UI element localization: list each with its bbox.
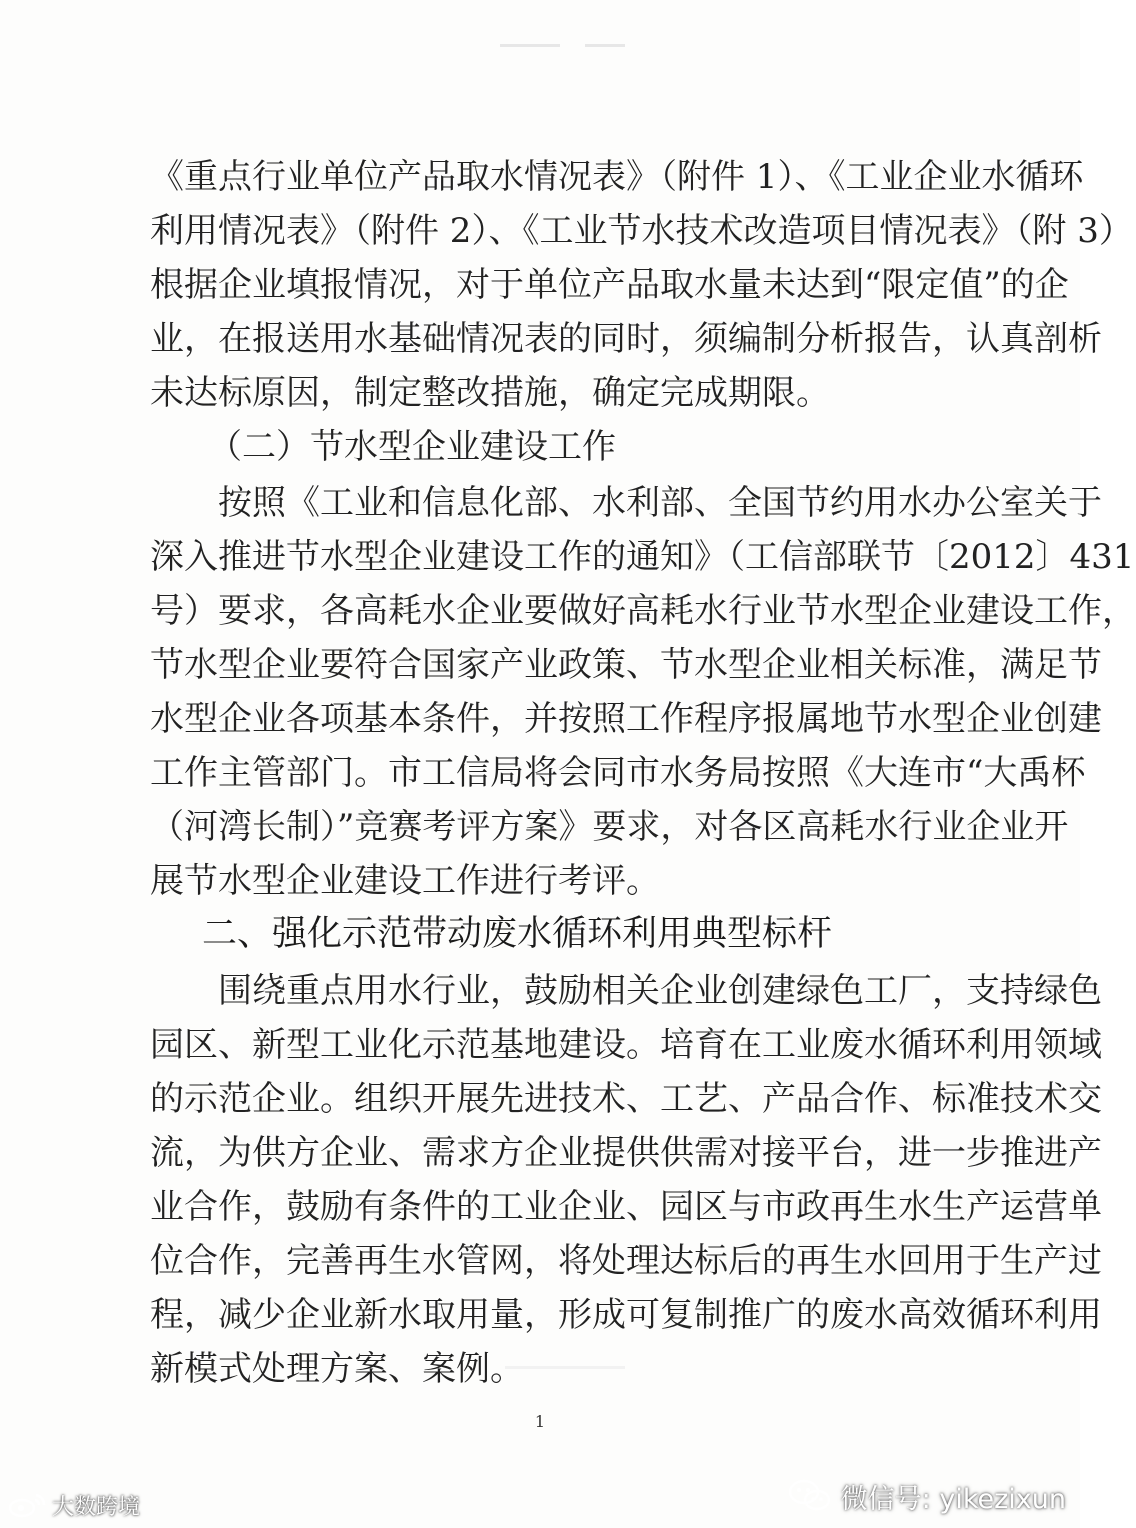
wechat-watermark-text: 微信号: yikezixun bbox=[840, 1483, 1066, 1515]
section-heading-2 bbox=[150, 906, 950, 962]
text-line: 新模式处理方案、案例。 bbox=[150, 1349, 524, 1389]
scan-artifact-top bbox=[500, 44, 560, 47]
weibo-watermark-text: 大数跨境 bbox=[52, 1494, 141, 1520]
text-line: 围绕重点用水行业，鼓励相关企业创建绿色工厂，支持绿色 bbox=[218, 971, 1102, 1011]
text-line: （河湾长制）”竞赛考评方案》要求，对各区高耗水行业企业开 bbox=[150, 807, 1069, 847]
weibo-icon bbox=[8, 1491, 48, 1519]
paragraph-3 bbox=[150, 964, 1102, 1396]
text-line: 利用情况表》（附件 2）、《工业节水技术改造项目情况表》（附 3） bbox=[150, 211, 1133, 251]
text-line: 未达标原因，制定整改措施，确定完成期限。 bbox=[150, 373, 830, 413]
text-line: 号）要求，各高耗水企业要做好高耗水行业节水型企业建设工作， bbox=[150, 591, 1136, 631]
text-line: 根据企业填报情况，对于单位产品取水量未达到“限定值”的企 bbox=[150, 265, 1069, 305]
text-line: 工作主管部门。市工信局将会同市水务局按照《大连市“大禹杯 bbox=[150, 753, 1086, 793]
wechat-icon bbox=[787, 1478, 833, 1514]
text-line: 业合作，鼓励有条件的工业企业、园区与市政再生水生产运营单 bbox=[150, 1187, 1102, 1227]
text-line: 的示范企业。组织开展先进技术、工艺、产品合作、标准技术交 bbox=[150, 1079, 1102, 1119]
section-heading-text: 二、强化示范带动废水循环利用典型标杆 bbox=[202, 914, 833, 954]
subheading-text: （二）节水型企业建设工作 bbox=[208, 427, 616, 467]
text-line: 节水型企业要符合国家产业政策、节水型企业相关标准，满足节 bbox=[150, 645, 1102, 685]
watermark-weibo bbox=[8, 1488, 140, 1522]
text-line: 展节水型企业建设工作进行考评。 bbox=[150, 861, 660, 901]
text-line: 水型企业各项基本条件，并按照工作程序报属地节水型企业创建 bbox=[150, 699, 1102, 739]
text-line: 流，为供方企业、需求方企业提供供需对接平台，进一步推进产 bbox=[150, 1133, 1102, 1173]
text-line: 《重点行业单位产品取水情况表》（附件 1）、《工业企业水循环 bbox=[150, 157, 1084, 197]
text-line: 程，减少企业新水取用量，形成可复制推广的废水高效循环利用 bbox=[150, 1295, 1102, 1335]
page-number: 1 bbox=[534, 1412, 546, 1431]
text-line: 按照《工业和信息化部、水利部、全国节约用水办公室关于 bbox=[218, 483, 1102, 523]
scan-artifact-top-2 bbox=[585, 44, 625, 47]
text-line: 业，在报送用水基础情况表的同时，须编制分析报告，认真剖析 bbox=[150, 319, 1102, 359]
text-line: 园区、新型工业化示范基地建设。培育在工业废水循环利用领域 bbox=[150, 1025, 1102, 1065]
paragraph-2 bbox=[150, 476, 1136, 908]
text-line: 位合作，完善再生水管网，将处理达标后的再生水回用于生产过 bbox=[150, 1241, 1102, 1281]
subheading-2 bbox=[150, 420, 950, 474]
paragraph-1 bbox=[150, 150, 1133, 420]
text-line: 深入推进节水型企业建设工作的通知》（工信部联节〔2012〕431 bbox=[150, 537, 1135, 577]
watermark-wechat bbox=[787, 1476, 1066, 1516]
